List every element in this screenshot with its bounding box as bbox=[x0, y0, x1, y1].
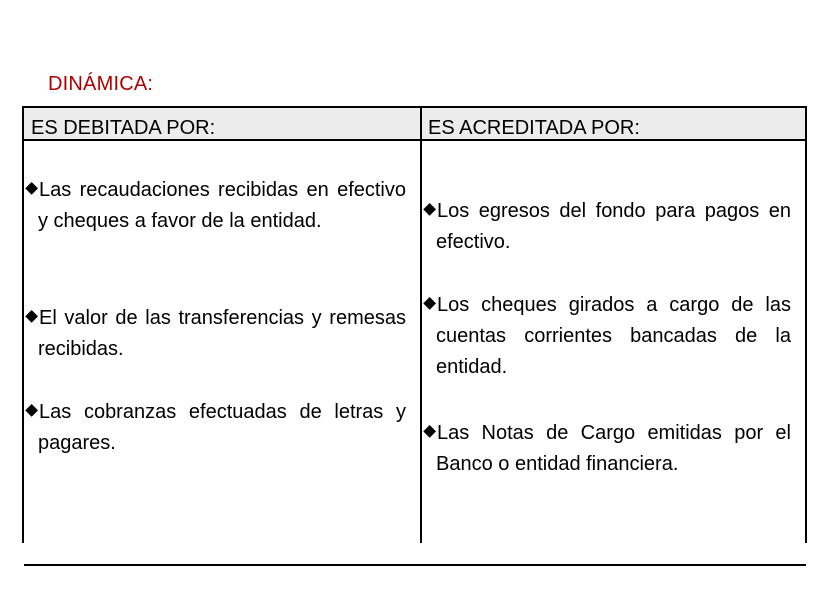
credit-item: Los cheques girados a cargo de las cuentas corrientes bancadas de la entidad. bbox=[422, 290, 791, 383]
diamond-bullet-icon bbox=[423, 425, 436, 438]
table-right-border bbox=[805, 106, 807, 543]
credit-item: Los egresos del fondo para pagos en efectivo. bbox=[422, 196, 791, 258]
table-bottom-border bbox=[24, 564, 806, 566]
table-top-border bbox=[24, 106, 806, 108]
debit-item: Las recaudaciones recibidas en efectivo y cheques a favor de la entidad. bbox=[24, 175, 406, 237]
diamond-bullet-icon bbox=[25, 182, 38, 195]
diamond-bullet-icon bbox=[423, 297, 436, 310]
page-title: DINÁMICA: bbox=[48, 73, 154, 95]
diamond-bullet-icon bbox=[25, 404, 38, 417]
diamond-bullet-icon bbox=[423, 203, 436, 216]
debit-column-header: ES DEBITADA POR: bbox=[31, 117, 216, 139]
credit-column-header: ES ACREDITADA POR: bbox=[428, 117, 640, 139]
debit-item: El valor de las transferencias y remesas recibidas. bbox=[24, 303, 406, 365]
diamond-bullet-icon bbox=[25, 310, 38, 323]
debit-item: Las cobranzas efectuadas de letras y pagares. bbox=[24, 397, 406, 459]
credit-item: Las Notas de Cargo emitidas por el Banco o entidad financiera. bbox=[422, 418, 791, 480]
